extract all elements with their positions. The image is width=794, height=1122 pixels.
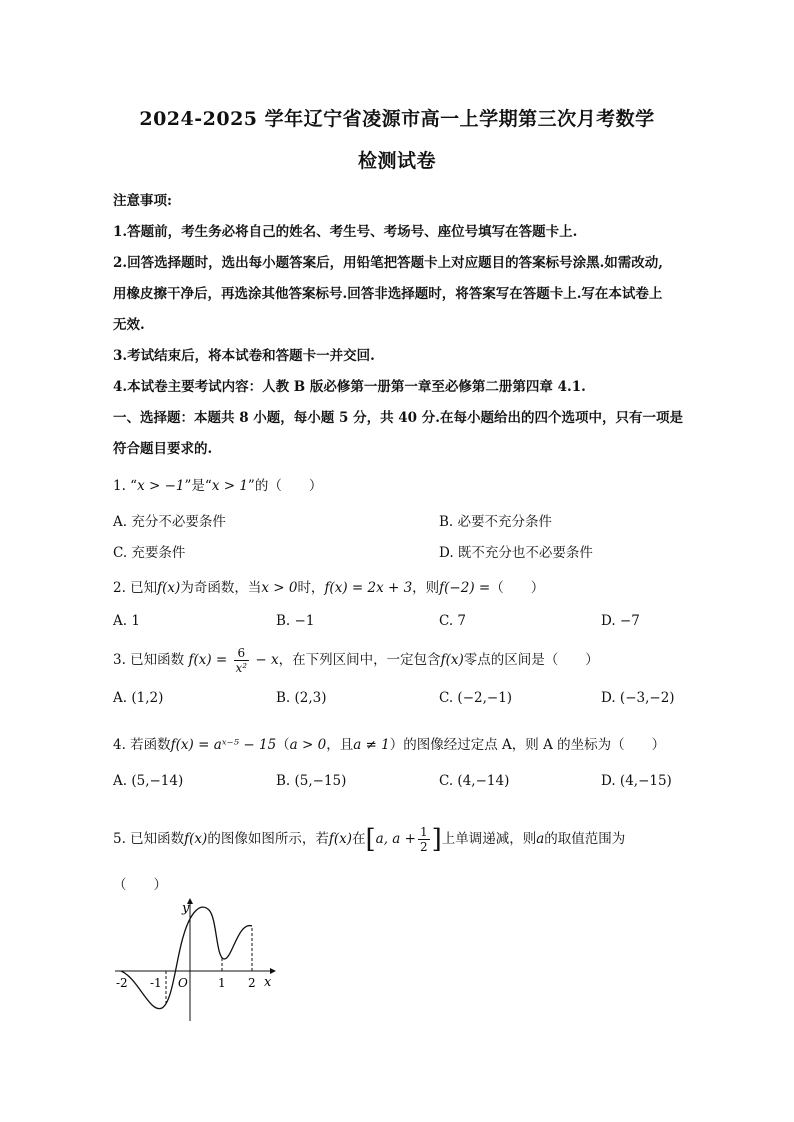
q3-option-d[interactable]: D. (−3,−2)	[601, 690, 675, 706]
q2-option-d[interactable]: D. −7	[601, 613, 640, 629]
q5-answer-paren: （ ）	[113, 877, 167, 893]
section-1-heading-cont: 符合题目要求的.	[113, 441, 213, 457]
notice-item-2-end: 无效.	[113, 317, 145, 333]
question-3-stem: 3. 已知函数 f(x) = $\frac{6}{\text{x²}}$ − x，在下列区间中，一定包含f(x)零点的区间是（ ）	[113, 646, 599, 675]
q3-option-c[interactable]: C. (−2,−1)	[439, 690, 513, 706]
q4-option-d[interactable]: D. (4,−15)	[601, 773, 672, 789]
q1-expr-1: x > −1	[137, 478, 185, 494]
question-4-stem: 4. 若函数f(x) = aˣ⁻⁵ − 15（a > 0，且a ≠ 1）的图像经过定点 A，则 A 的坐标为（ ）	[113, 737, 666, 753]
q5-fraction: $\frac{1}{2}$	[419, 825, 428, 854]
question-2-stem: 2. 已知f(x)为奇函数，当x > 0时，f(x) = 2x + 3，则f(−2) =（ ）	[113, 580, 545, 596]
q3-fraction: $\frac{6}{\text{x²}}$	[235, 646, 248, 675]
q1-option-b[interactable]: B. 必要不充分条件	[439, 514, 553, 530]
q1-option-d[interactable]: D. 既不充分也不必要条件	[439, 545, 593, 561]
notice-item-2-cont: 用橡皮擦干净后，再选涂其他答案标号.回答非选择题时，将答案写在答题卡上.写在本试卷上	[113, 286, 663, 302]
exam-title-line2: 检测试卷	[357, 150, 436, 172]
question-5-stem: 5. 已知函数f(x)的图像如图所示，若f(x)在[a, a + $\frac{1}{2}$ ]上单调递减，则a的取值范围为	[113, 824, 626, 855]
q4-option-a[interactable]: A. (5,−14)	[113, 773, 184, 789]
q4-option-b[interactable]: B. (5,−15)	[276, 773, 347, 789]
x-axis-arrow	[270, 968, 276, 974]
x-axis-label: x	[264, 975, 272, 990]
q4-option-c[interactable]: C. (4,−14)	[439, 773, 510, 789]
q3-option-b[interactable]: B. (2,3)	[276, 690, 327, 706]
q3-option-a[interactable]: A. (1,2)	[113, 690, 164, 706]
q2-option-c[interactable]: C. 7	[439, 613, 467, 629]
origin-label: O	[178, 976, 188, 990]
section-1-heading: 一、选择题：本题共 8 小题，每小题 5 分，共 40 分.在每小题给出的四个选项中，只有一项是	[113, 410, 683, 426]
notice-item-2: 2.回答选择题时，选出每小题答案后，用铅笔把答题卡上对应题目的答案标号涂黑.如需改动,	[113, 255, 663, 271]
exam-title-line1: 2024-2025 学年辽宁省凌源市高一上学期第三次月考数学	[139, 108, 655, 130]
notice-item-1: 1.答题前，考生务必将自己的姓名、考生号、考场号、座位号填写在答题卡上.	[113, 224, 578, 240]
function-graph	[110, 896, 280, 1026]
notice-heading: 注意事项:	[113, 193, 172, 209]
tick-label-minus1: -1	[150, 976, 162, 990]
q1-expr-2: x > 1	[211, 478, 248, 494]
y-axis-label: y	[182, 901, 190, 916]
tick-label-2: 2	[248, 976, 256, 990]
q1-option-a[interactable]: A. 充分不必要条件	[113, 514, 226, 530]
notice-item-4: 4.本试卷主要考试内容：人教 B 版必修第一册第一章至必修第二册第四章 4.1.	[113, 379, 586, 395]
notice-item-3: 3.考试结束后，将本试卷和答题卡一并交回.	[113, 348, 375, 364]
question-1-stem: 1. “x > −1”是“x > 1”的（ ）	[113, 478, 323, 494]
q2-option-a[interactable]: A. 1	[113, 613, 140, 629]
function-curve	[121, 907, 252, 1009]
q2-option-b[interactable]: B. −1	[276, 613, 315, 629]
tick-label-minus2: -2	[116, 976, 128, 990]
tick-label-1: 1	[218, 976, 226, 990]
q1-option-c[interactable]: C. 充要条件	[113, 545, 186, 561]
